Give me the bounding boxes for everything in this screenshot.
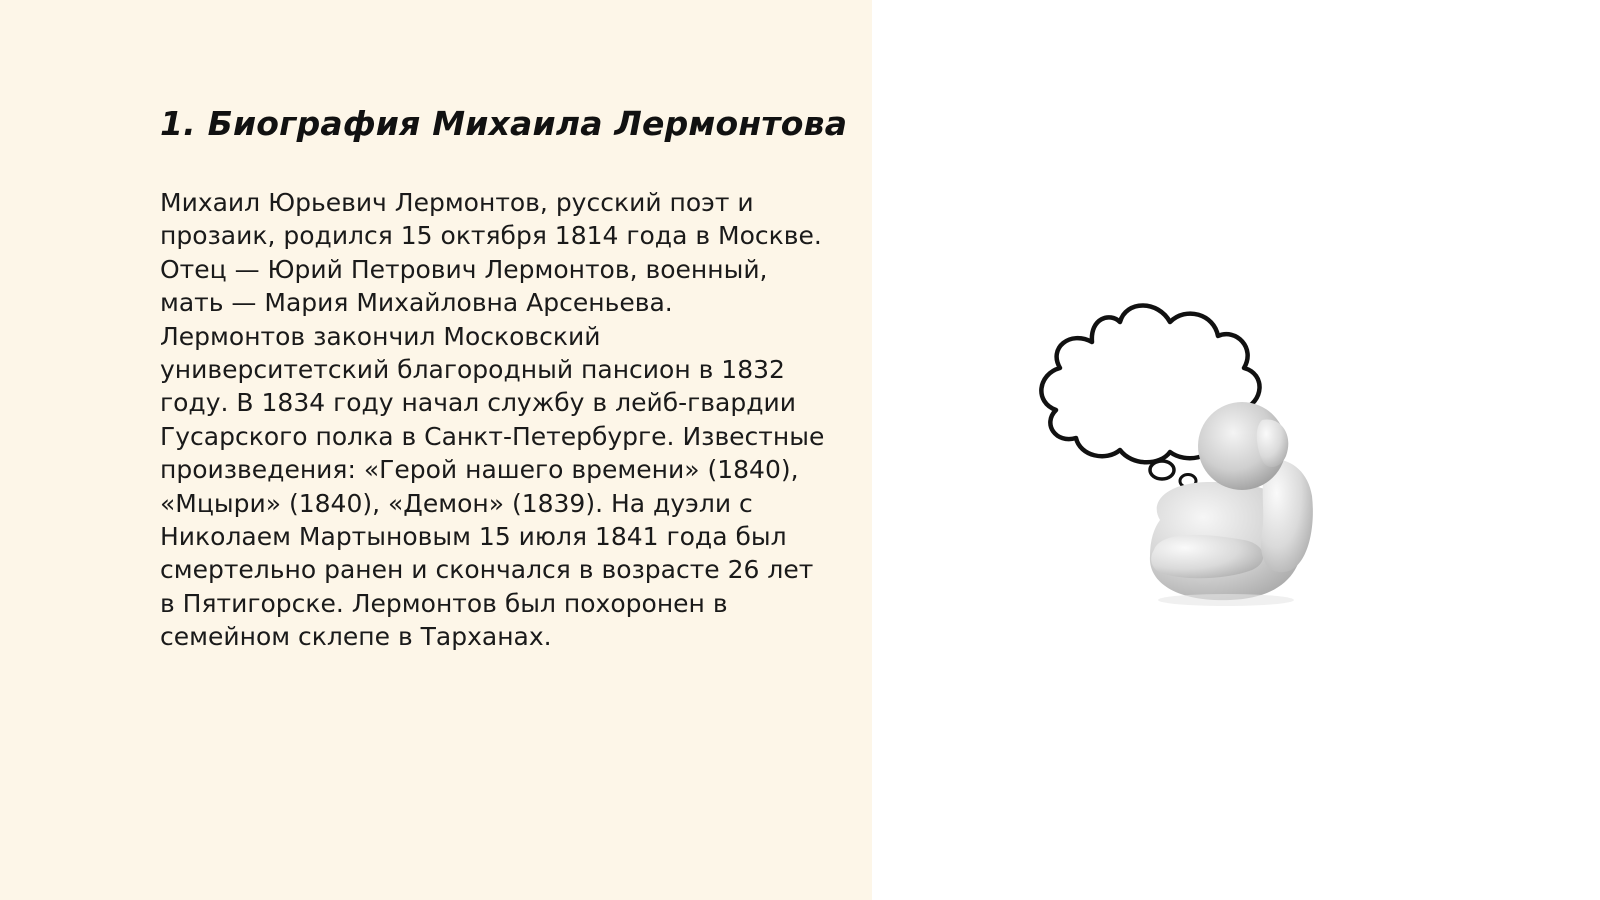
thinking-person-icon	[1030, 270, 1360, 620]
biography-text: Михаил Юрьевич Лермонтов, русский поэт и прозаик, родился 15 октября 1814 года в Москве. Отец — Юрий Петрович Лермонтов, военный, мать — Мария Михайловна Арсеньева. Лермонтов закончил Московский университетский благородный пансион в 1832 году. В 1834 году начал службу в лейб-гвардии Гусарского полка в Санкт-Петербурге. Известные произведения: «Герой нашего времени» (1840), «Мцыри» (1840), «Демон» (1839). На дуэли с Николаем Мартыновым 15 июля 1841 года был смертельно ранен и скончался в возрасте 26 лет в Пятигорске. Лермонтов был похоронен в семейном склепе в Тарханах.	[160, 188, 825, 652]
slide-title: 1. Биография Михаила Лермонтова	[160, 104, 848, 143]
